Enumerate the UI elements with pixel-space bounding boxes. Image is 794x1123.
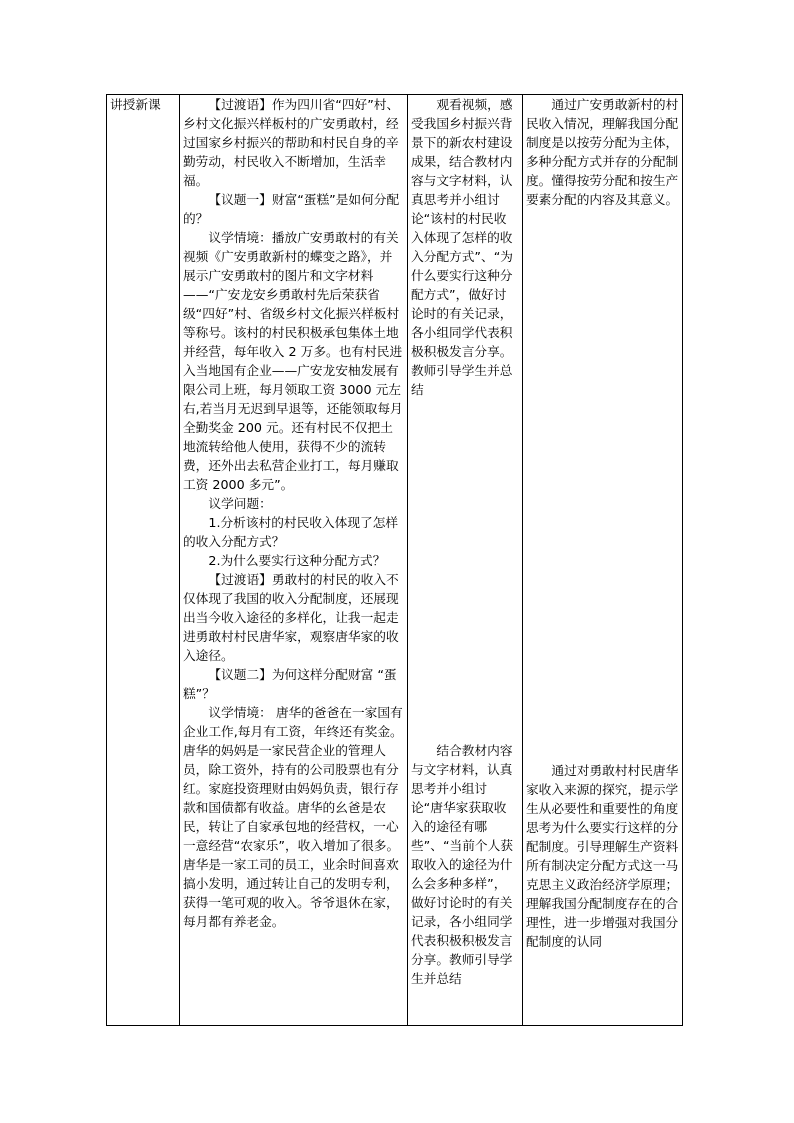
design-intent-2: 通过对勇敢村村民唐华家收入来源的探究，提示学生从必要性和重要性的角度思考为什么要实行这样的分配制度。引导理解生产资料所有制决定分配方式这一马克思主义政治经济学原理；理解我国分配制度存在的合理性，进一步增强对我国分配制度的认同 bbox=[526, 763, 679, 949]
lesson-plan-table bbox=[106, 94, 683, 1026]
scenario-two-paragraph: 议学情境： 唐华的爸爸在一家国有企业工作,每月有工资，年终还有奖金。唐华的妈妈是一家民营企业的管理人员，除工资外，持有的公司股票也有分红。家庭投资理财由妈妈负责，银行存款和国债都有收益。唐华的幺爸是农民，转让了自家承包地的经营权，一心一意经营“农家乐”，收入增加了很多。唐华是一家工司的员工，业余时间喜欢搞小发明，通过转让自己的发明专利，获得一笔可观的收入。爷爷退休在家，每月都有养老金。 bbox=[183, 705, 403, 929]
student-activity-1: 观看视频，感受我国乡村振兴背景下的新农村建设成果，结合教材内容与文字材料，认真思考并小组讨论“该村的村民收入体现了怎样的收入分配方式”、“为什么要实行这种分配方式”，做好讨论时的有关记录，各小组同学代表积极积极发言分享。教师引导学生并总结 bbox=[411, 97, 513, 397]
scenario-one-paragraph: 议学情境：播放广安勇敢村的有关视频《广安勇敢新村的蝶变之路》，并展示广安勇敢村的图片和文字材料——“广安龙安乡勇敢村先后荣获省级“四好”村、省级乡村文化振兴样板村等称号。该村的村民积极承包集体土地并经营，每年收入 2 万多。也有村民进入当地国有企业——广安龙安柚发展有限公司上班，每月领取工资 3000 元左右,若当月无迟到早退等，还能领取每月全勤奖金 200 元。还有村民不仅把土地流转给他人使用，获得不少的流转费，还外出去私营企业打工，每月赚取工资 2000 多元”。 bbox=[183, 230, 403, 492]
question-1: 1.分析该村的村民收入体现了怎样的收入分配方式？ bbox=[183, 515, 399, 549]
transition-paragraph-2: 【过渡语】勇敢村的村民的收入不仅体现了我国的收入分配制度，还展现出当今收入途径的多样化，让我一起走进勇敢村村民唐华家，观察唐华家的收入途径。 bbox=[183, 572, 399, 663]
topic-two-heading: 【议题二】为何这样分配财富 “蛋糕”？ bbox=[183, 667, 397, 701]
design-intent-cell bbox=[523, 95, 683, 1026]
question-2: 2.为什么要实行这种分配方式？ bbox=[208, 553, 386, 568]
student-activity-cell bbox=[408, 95, 523, 1026]
design-intent-1: 通过广安勇敢新村的村民收入情况，理解我国分配制度是以按劳分配为主体，多种分配方式并存的分配制度。懂得按劳分配和按生产要素分配的内容及其意义。 bbox=[526, 97, 679, 207]
teacher-activity-cell bbox=[180, 95, 408, 1026]
student-activity-2: 结合教材内容与文字材料，认真思考并小组讨论“唐华家获取收入的途径有哪些”、“当前个人获取收入的途径为什么会多种多样”，做好讨论时的有关记录，各小组同学代表积极积极发言分享。教师引导学生并总结 bbox=[411, 743, 513, 986]
row-label: 讲授新课 bbox=[110, 97, 161, 112]
questions-label: 议学问题： bbox=[208, 496, 272, 511]
transition-paragraph-1: 【过渡语】作为四川省“四好”村、乡村文化振兴样板村的广安勇敢村，经过国家乡村振兴的帮助和村民自身的辛勤劳动，村民收入不断增加，生活幸福。 bbox=[183, 97, 400, 188]
topic-one-heading: 【议题一】财富“蛋糕”是如何分配的？ bbox=[183, 192, 400, 226]
row-label-cell bbox=[107, 95, 180, 1026]
table-row bbox=[107, 95, 683, 1026]
